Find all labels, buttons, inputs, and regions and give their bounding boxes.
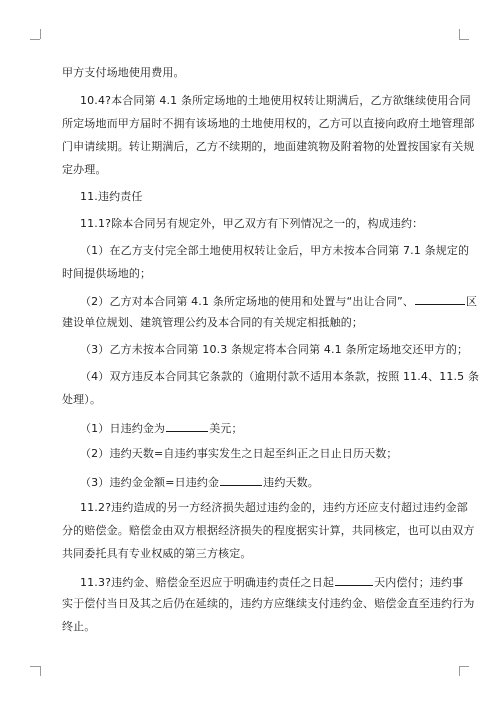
paragraph-line bbox=[80, 343, 468, 357]
paragraph-line bbox=[62, 140, 475, 154]
paragraph-line bbox=[80, 447, 398, 461]
paragraph-line bbox=[62, 316, 363, 330]
text-run: （1）在乙方支付完全部土地使用权转让金后，甲方未按本合同第 7.1 条规定的 bbox=[80, 244, 470, 257]
text-run: 11.2?违约造成的另一方经济损失超过违约金的，违约方还应支付超过违约金部 bbox=[80, 501, 468, 514]
paragraph-line bbox=[80, 293, 477, 309]
text-run: 时间提供场地的； bbox=[62, 267, 152, 280]
paragraph-line bbox=[62, 66, 185, 80]
fill-in-blank[interactable] bbox=[335, 574, 373, 586]
fill-in-blank[interactable] bbox=[166, 420, 208, 432]
text-run: 违约天数。 bbox=[263, 476, 319, 489]
paragraph-line bbox=[62, 524, 475, 538]
text-run: 区 bbox=[465, 295, 478, 308]
text-run: （3）乙方未按本合同第 10.3 条规定将本合同第 4.1 条所定场地交还甲方的； bbox=[80, 343, 469, 356]
text-run: （2）乙方对本合同第 4.1 条所定场地的使用和处置与“出让合同”、 bbox=[80, 295, 414, 308]
crop-mark-top-right-v bbox=[459, 29, 460, 39]
paragraph-line bbox=[80, 94, 471, 108]
crop-mark-bottom-left-v bbox=[40, 666, 41, 676]
paragraph-line bbox=[62, 393, 101, 407]
fill-in-blank[interactable] bbox=[415, 293, 465, 305]
crop-mark-top-right-h bbox=[459, 39, 469, 40]
text-run: 共同委托具有专业权威的第三方核定。 bbox=[62, 547, 252, 560]
text-run: 处理）。 bbox=[62, 393, 102, 406]
text-run: 建设单位规划、建筑管理公约及本合同的有关规定相抵触的； bbox=[62, 316, 364, 329]
text-run: 11.1?除本合同另有规定外，甲乙双方有下列情况之一的，构成违约： bbox=[80, 217, 424, 230]
text-run: 11.3?违约金、赔偿金至迟应于明确违约责任之日起 bbox=[80, 576, 335, 589]
paragraph-line bbox=[80, 574, 463, 590]
paragraph-line bbox=[62, 267, 151, 281]
paragraph-line bbox=[80, 217, 423, 231]
section-heading bbox=[80, 190, 143, 204]
paragraph-line bbox=[80, 474, 319, 490]
text-run: （1）日违约金为 bbox=[80, 422, 166, 435]
paragraph-line bbox=[80, 420, 243, 436]
crop-mark-bottom-right-h bbox=[459, 666, 469, 667]
text-run: 11.违约责任 bbox=[80, 190, 143, 203]
text-run: 10.4?本合同第 4.1 条所定场地的土地使用权转让期满后，乙方欲继续使用合同 bbox=[80, 94, 471, 107]
fill-in-blank[interactable] bbox=[220, 474, 262, 486]
paragraph-line bbox=[62, 117, 475, 131]
text-run: 所定场地而甲方届时不拥有该场地的土地使用权的，乙方可以直接向政府土地管理部 bbox=[62, 117, 475, 130]
text-run: 终止。 bbox=[62, 620, 96, 633]
crop-mark-bottom-right-v bbox=[459, 666, 460, 676]
paragraph-line bbox=[62, 547, 252, 561]
text-run: 定办理。 bbox=[62, 163, 107, 176]
text-run: 分的赔偿金。赔偿金由双方根据经济损失的程度据实计算，共同核定，也可以由双方 bbox=[62, 524, 475, 537]
paragraph-line bbox=[62, 597, 475, 611]
text-run: （2）违约天数=自违约事实发生之日起至纠正之日止日历天数； bbox=[80, 447, 398, 460]
paragraph-line bbox=[62, 620, 95, 634]
text-run: （3）违约金金额=日违约金 bbox=[80, 476, 220, 489]
text-run: 美元； bbox=[209, 422, 243, 435]
text-run: 实于偿付当日及其之后仍在延续的，违约方应继续支付违约金、赔偿金直至违约行为 bbox=[62, 597, 475, 610]
crop-mark-top-left-h bbox=[30, 39, 40, 40]
text-run: （4）双方违反本合同其它条款的（逾期付款不适用本条款，按照 11.4、11.5 条 bbox=[80, 370, 480, 383]
text-run: 甲方支付场地使用费用。 bbox=[62, 66, 185, 79]
crop-mark-bottom-left-h bbox=[30, 666, 40, 667]
text-run: 天内偿付；违约事 bbox=[374, 576, 464, 589]
paragraph-line bbox=[80, 370, 479, 384]
paragraph-line bbox=[80, 244, 469, 258]
text-run: 门申请续期。转让期满后，乙方不续期的，地面建筑物及附着物的处置按国家有关规 bbox=[62, 140, 475, 153]
crop-mark-top-left-v bbox=[40, 29, 41, 39]
paragraph-line bbox=[80, 501, 468, 515]
paragraph-line bbox=[62, 163, 107, 177]
